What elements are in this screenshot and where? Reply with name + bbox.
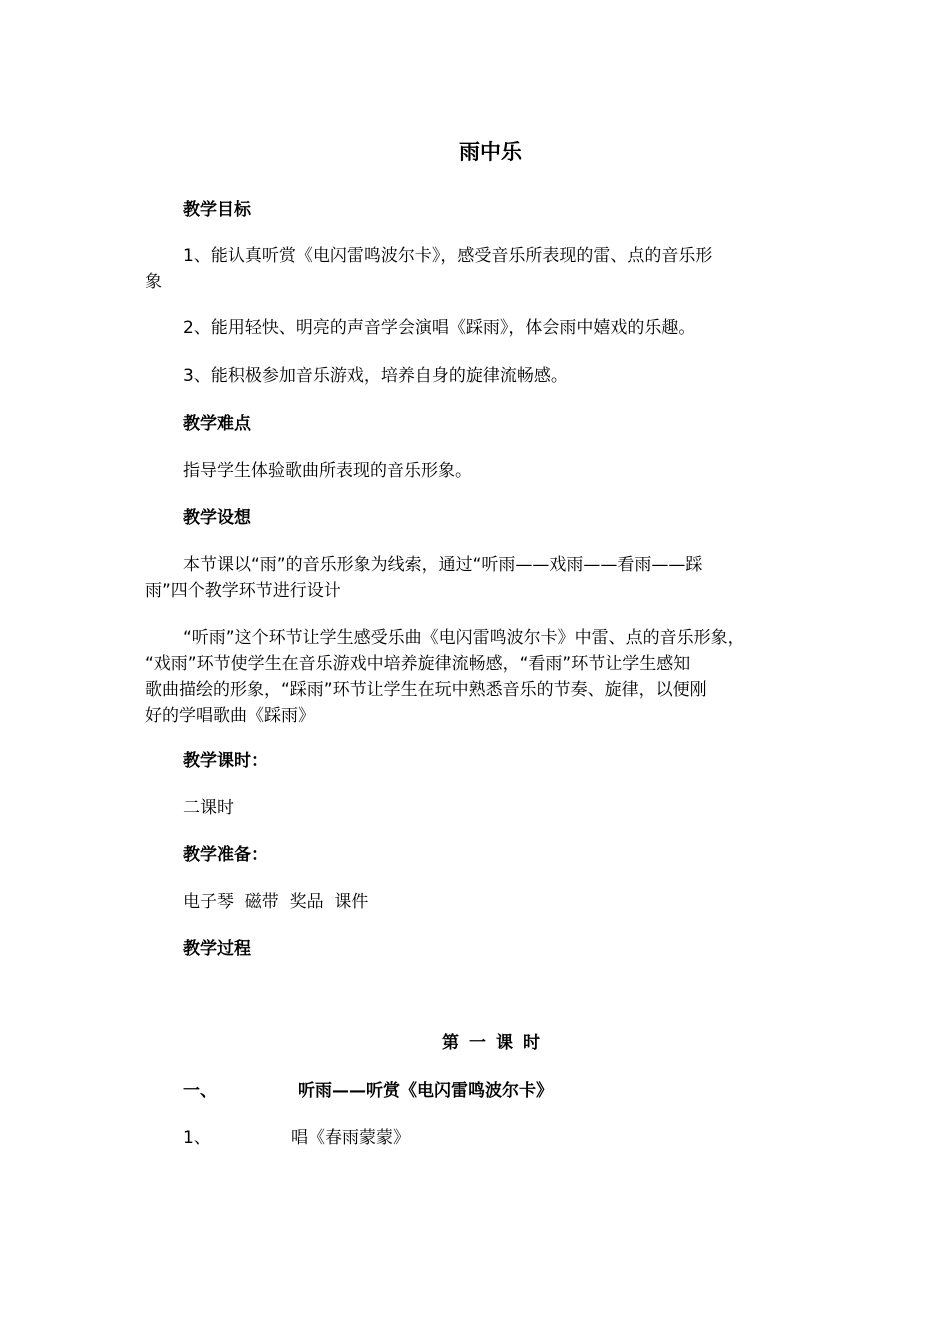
- design-paragraph-2: “听雨”这个环节让学生感受乐曲《电闪雷鸣波尔卡》中雷、点的音乐形象，: [183, 628, 745, 648]
- design-paragraph-2-line-2: “戏雨”环节使学生在音乐游戏中培养旋律流畅感，“看雨”环节让学生感知: [145, 654, 691, 674]
- section-1-number: 一、: [183, 1081, 217, 1101]
- objective-1-continued: 象: [145, 272, 162, 292]
- design-paragraph-2-line-4: 好的学唱歌曲《踩雨》: [145, 706, 315, 726]
- item-1-text: 唱《春雨蒙蒙》: [291, 1128, 410, 1148]
- difficulty-heading: 教学难点: [183, 414, 251, 434]
- prep-heading: 教学准备：: [183, 845, 268, 865]
- hours-text: 二课时: [183, 798, 234, 818]
- item-1-number: 1、: [183, 1128, 211, 1148]
- objective-1: 1、能认真听赏《电闪雷鸣波尔卡》，感受音乐所表现的雷、点的音乐形: [183, 246, 713, 266]
- objectives-heading: 教学目标: [183, 200, 251, 220]
- document-title: 雨中乐: [459, 140, 522, 164]
- design-paragraph-1-continued: 雨”四个教学环节进行设计: [145, 581, 341, 601]
- design-paragraph-1: 本节课以“雨”的音乐形象为线索，通过“听雨——戏雨——看雨——踩: [183, 555, 703, 575]
- process-heading: 教学过程: [183, 939, 251, 959]
- design-paragraph-2-line-3: 歌曲描绘的形象，“踩雨”环节让学生在玩中熟悉音乐的节奏、旋律，以便刚: [145, 680, 707, 700]
- hours-heading: 教学课时：: [183, 751, 268, 771]
- section-1-title: 听雨——听赏《电闪雷鸣波尔卡》: [298, 1081, 553, 1101]
- difficulty-text: 指导学生体验歌曲所表现的音乐形象。: [183, 461, 472, 481]
- objective-3: 3、能积极参加音乐游戏，培养自身的旋律流畅感。: [183, 366, 568, 386]
- prep-text: 电子琴 磁带 奖品 课件: [183, 892, 369, 912]
- objective-2: 2、能用轻快、明亮的声音学会演唱《踩雨》，体会雨中嬉戏的乐趣。: [183, 318, 696, 338]
- design-heading: 教学设想: [183, 508, 251, 528]
- lesson-heading: 第一课时: [442, 1033, 550, 1053]
